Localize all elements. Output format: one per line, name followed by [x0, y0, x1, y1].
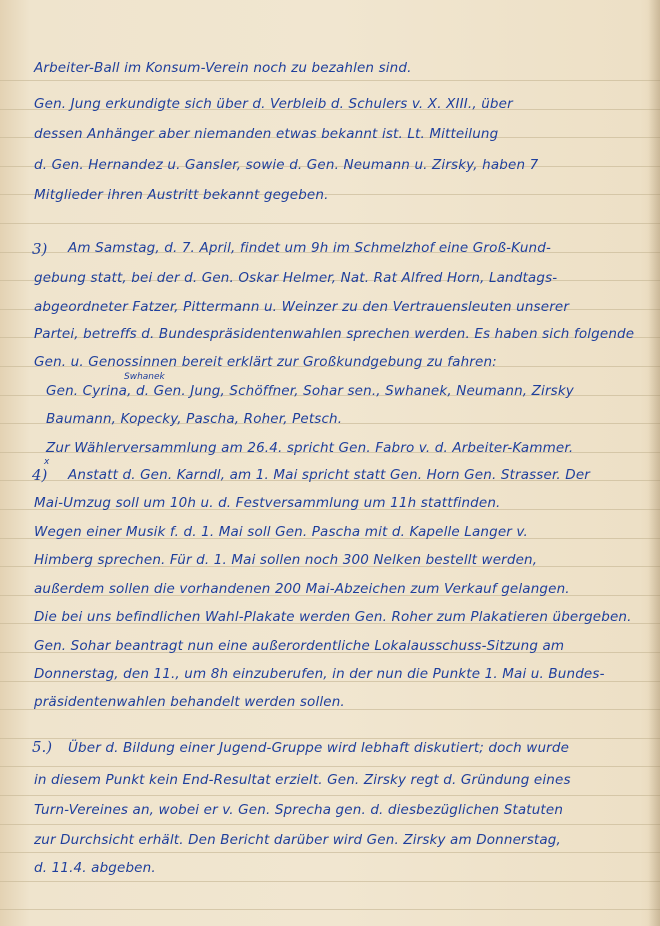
point-5-line-4: zur Durchsicht erhält. Den Bericht darüber wird Gen. Zirsky am Donnerstag,: [34, 832, 561, 848]
page-edge-shadow: [648, 0, 660, 926]
intro-line-1: Arbeiter-Ball im Konsum-Verein noch zu bezahlen sind.: [34, 60, 412, 76]
ruled-line: [0, 766, 660, 767]
point-3-line-8: Zur Wählerversammlung am 26.4. spricht Gen. Fabro v. d. Arbeiter-Kammer.: [46, 440, 574, 456]
point-4-marker: x: [44, 457, 50, 467]
point-3-line-3: abgeordneter Fatzer, Pittermann u. Weinzer zu den Vertrauensleuten unserer: [34, 299, 570, 315]
point-3-line-1: Am Samstag, d. 7. April, findet um 9h im Schmelzhof eine Groß-Kund-: [68, 240, 551, 256]
ruled-line: [0, 223, 660, 224]
ruled-line: [0, 881, 660, 882]
point-4-line-1: Anstatt d. Gen. Karndl, am 1. Mai spricht statt Gen. Horn Gen. Strasser. Der: [68, 467, 590, 483]
ruled-line: [0, 909, 660, 910]
point-4-line-7: Gen. Sohar beantragt nun eine außerordentliche Lokalausschuss-Sitzung am: [34, 638, 565, 654]
point-4-line-3: Wegen einer Musik f. d. 1. Mai soll Gen. Pascha mit d. Kapelle Langer v.: [34, 524, 528, 540]
intro-line-4: d. Gen. Hernandez u. Gansler, sowie d. Gen. Neumann u. Zirsky, haben 7: [34, 157, 539, 173]
point-5-line-2: in diesem Punkt kein End-Resultat erzielt. Gen. Zirsky regt d. Gründung eines: [34, 772, 571, 788]
point-5-line-5: d. 11.4. abgeben.: [34, 860, 156, 876]
point-4-line-8: Donnerstag, den 11., um 8h einzuberufen, in der nun die Punkte 1. Mai u. Bundes-: [34, 666, 605, 682]
point-4-line-9: präsidentenwahlen behandelt werden sollen.: [34, 694, 345, 710]
intro-line-3: dessen Anhänger aber niemanden etwas bekannt ist. Lt. Mitteilung: [34, 126, 499, 142]
point-4-line-4: Himberg sprechen. Für d. 1. Mai sollen noch 300 Nelken bestellt werden,: [34, 552, 538, 568]
point-3-line-4: Partei, betreffs d. Bundespräsidentenwahlen sprechen werden. Es haben sich folgende: [34, 326, 635, 342]
point-5-line-1: Über d. Bildung einer Jugend-Gruppe wird lebhaft diskutiert; doch wurde: [68, 740, 570, 756]
point-5-number: 5.): [32, 738, 53, 756]
point-4-line-5: außerdem sollen die vorhandenen 200 Mai-Abzeichen zum Verkauf gelangen.: [34, 581, 570, 597]
ruled-line: [0, 852, 660, 853]
point-3-line-2: gebung statt, bei der d. Gen. Oskar Helmer, Nat. Rat Alfred Horn, Landtags-: [34, 270, 558, 286]
intro-line-2: Gen. Jung erkundigte sich über d. Verbleib d. Schulers v. X. XIII., über: [34, 96, 513, 112]
point-3-line-5: Gen. u. Genossinnen bereit erklärt zur Großkundgebung zu fahren:: [34, 354, 497, 370]
intro-line-5: Mitglieder ihren Austritt bekannt gegeben.: [34, 187, 329, 203]
point-5-line-3: Turn-Vereines an, wobei er v. Gen. Sprecha gen. d. diesbezüglichen Statuten: [34, 802, 564, 818]
point-4-line-6: Die bei uns befindlichen Wahl-Plakate werden Gen. Roher zum Plakatieren übergeben.: [34, 609, 632, 625]
ruled-line: [0, 738, 660, 739]
point-4-line-2: Mai-Umzug soll um 10h u. d. Festversammlung um 11h stattfinden.: [34, 495, 501, 511]
ruled-line: [0, 80, 660, 81]
point-3-line-6: Gen. Cyrina, d. Gen. Jung, Schöffner, Sohar sen., Swhanek, Neumann, Zirsky: [46, 383, 574, 399]
ruled-line: [0, 795, 660, 796]
point-3-number: 3): [32, 240, 48, 258]
point-3-line-7: Baumann, Kopecky, Pascha, Roher, Petsch.: [46, 411, 343, 427]
ruled-line: [0, 824, 660, 825]
point-4-number: 4): [32, 466, 48, 484]
point-3-superscript-insert: Swhanek: [124, 372, 165, 382]
